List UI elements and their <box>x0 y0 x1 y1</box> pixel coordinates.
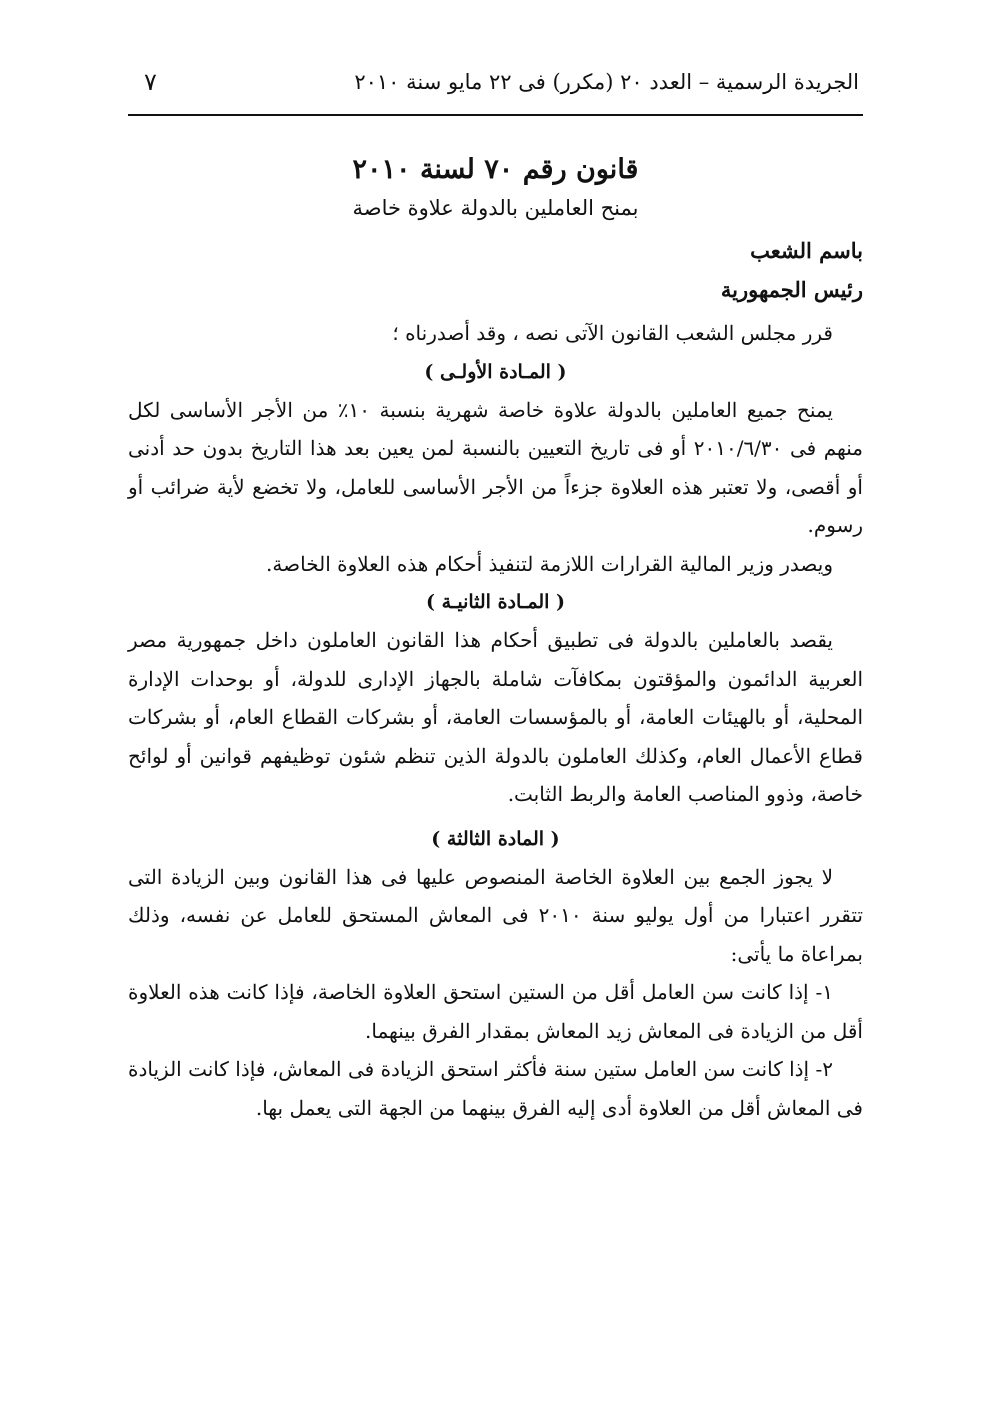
preamble: قرر مجلس الشعب القانون الآتى نصه ، وقد أصدرناه ؛ <box>392 321 833 346</box>
header-rule <box>128 114 863 116</box>
article-1-heading: ( المـادة الأولـى ) <box>424 360 567 383</box>
president-line: رئيس الجمهورية <box>720 277 863 303</box>
law-title: قانون رقم ٧٠ لسنة ٢٠١٠ <box>352 154 639 185</box>
article-1-paragraph-2: ويصدر وزير المالية القرارات اللازمة لتنفيذ أحكام هذه العلاوة الخاصة. <box>266 551 833 576</box>
page-number: ٧ <box>144 68 157 96</box>
article-2-paragraph-1: يقصد بالعاملين بالدولة فى تطبيق أحكام هذا القانون العاملون داخل جمهورية مصر العربية الدائمون والمؤقتون بمكافآت شاملة بالجهاز الإدارى للدولة، أو بوحدات الإدارة المحلية، أو بالهيئات العامة، أو بالمؤسسات العامة، أو بشركات القطاع العام، أو بشركات قطاع الأعمال العام، وكذلك العاملون بالدولة الذين تنظم شئون توظيفهم قوانين أو لوائح خاصة، وذوو المناصب العامة والربط الثابت. <box>128 628 863 807</box>
article-3-paragraph-1: لا يجوز الجمع بين العلاوة الخاصة المنصوص عليها فى هذا القانون وبين الزيادة التى تتقرر اعتبارا من أول يوليو سنة ٢٠١٠ فى المعاش المستحق للعامل عن نفسه، وذلك بمراعاة ما يأتى: <box>128 864 863 966</box>
article-1-paragraph-1: يمنح جميع العاملين بالدولة علاوة خاصة شهرية بنسبة ١٠٪ من الأجر الأساسى لكل منهم فى ٢٠١٠/٦/٣٠ أو فى تاريخ التعيين بالنسبة لمن يعين بعد هذا التاريخ بدون حد أدنى أو أقصى، ولا تعتبر هذه العلاوة جزءاً من الأجر الأساسى للعامل، ولا تخضع لأية ضرائب أو رسوم. <box>128 397 863 538</box>
gazette-header-text: الجريدة الرسمية – العدد ٢٠ (مكرر) فى ٢٢ مايو سنة ٢٠١٠ <box>354 70 859 94</box>
law-subtitle: بمنح العاملين بالدولة علاوة خاصة <box>352 196 639 221</box>
article-3-clause-1: ١- إذا كانت سن العامل أقل من الستين استحق العلاوة الخاصة، فإذا كانت هذه العلاوة أقل من الزيادة فى المعاش زيد المعاش بمقدار الفرق بينهما. <box>128 980 863 1043</box>
article-2-heading: ( المـادة الثانيـة ) <box>425 591 565 614</box>
article-3-heading: ( المادة الثالثة ) <box>431 827 560 850</box>
page-header <box>128 60 863 104</box>
in-the-name-of-people: باسم الشعب <box>750 238 863 264</box>
article-3-clause-2: ٢- إذا كانت سن العامل ستين سنة فأكثر استحق الزيادة فى المعاش، فإذا كانت الزيادة فى المعاش أقل من العلاوة أدى إليه الفرق بينهما من الجهة التى يعمل بها. <box>128 1057 863 1120</box>
gazette-page <box>128 60 863 1127</box>
